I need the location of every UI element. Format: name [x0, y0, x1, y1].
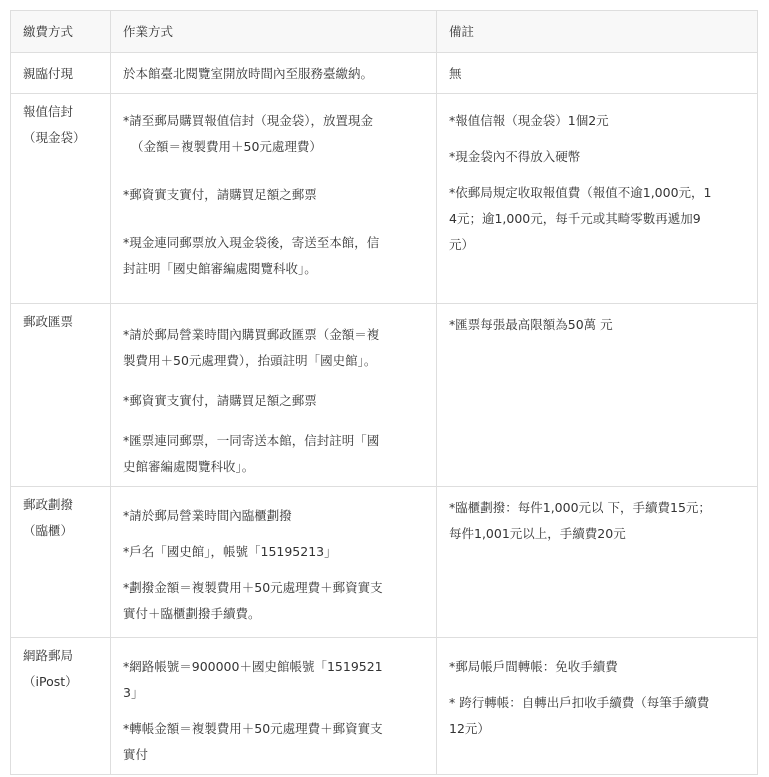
- operation-line: 史館審編處閱覽科收」。: [123, 459, 255, 474]
- method-text: （iPost）: [23, 674, 78, 689]
- table-row: [11, 94, 758, 304]
- operation-line: *現金連同郵票放入現金袋後，寄送至本館，信: [123, 235, 380, 250]
- cell-method: [11, 638, 111, 775]
- cell-method: [11, 304, 111, 487]
- note-line: 4元；逾1,000元，每千元或其畸零數再遞加9: [449, 211, 701, 226]
- method-text: （現金袋）: [23, 130, 86, 145]
- note-line: * 跨行轉帳：自轉出戶扣收手續費（每筆手續費: [449, 695, 710, 710]
- cell-method: [11, 53, 111, 94]
- cell-operation: [111, 53, 437, 94]
- operation-line: 製費用＋50元處理費），抬頭註明「國史館」。: [123, 353, 377, 368]
- cell-operation: [111, 304, 437, 487]
- operation-line: *請於郵局營業時間內購買郵政匯票（金額＝複: [123, 327, 380, 342]
- cell-method: [11, 487, 111, 638]
- cell-note: [437, 487, 758, 638]
- table-row: [11, 638, 758, 775]
- operation-line: 實付＋臨櫃劃撥手續費。: [123, 606, 261, 621]
- note-line: 每件1,001元以上，手續費20元: [449, 526, 626, 541]
- method-text: 郵政劃撥: [23, 497, 74, 512]
- note-line: 元）: [449, 237, 475, 252]
- operation-line: 封註明「國史館審編處閱覽科收」。: [123, 261, 317, 276]
- operation-line: *轉帳金額＝複製費用＋50元處理費＋郵資實支: [123, 721, 383, 736]
- cell-note: [437, 304, 758, 487]
- method-text: 網路郵局: [23, 648, 74, 663]
- operation-line: *戶名「國史館」，帳號「15195213」: [123, 544, 337, 559]
- cell-operation: [111, 94, 437, 304]
- method-text: 親臨付現: [23, 66, 74, 81]
- method-text: 報值信封: [23, 104, 74, 119]
- cell-note: [437, 638, 758, 775]
- operation-text: 於本館臺北閱覽室開放時間內至服務臺繳納。: [123, 66, 374, 81]
- operation-line: 實付: [123, 747, 149, 762]
- operation-line: *郵資實支實付，請購買足額之郵票: [123, 187, 317, 202]
- note-line: *郵局帳戶間轉帳：免收手續費: [449, 659, 618, 674]
- note-line: *報值信報（現金袋）1個2元: [449, 113, 609, 128]
- method-text: 郵政匯票: [23, 314, 74, 329]
- cell-operation: [111, 638, 437, 775]
- payment-methods-table: [10, 10, 758, 775]
- operation-line: （金額＝複製費用＋50元處理費）: [131, 139, 322, 154]
- note-line: 12元）: [449, 721, 490, 736]
- operation-line: *請於郵局營業時間內臨櫃劃撥: [123, 508, 292, 523]
- cell-note: [437, 53, 758, 94]
- table-header-row: [11, 11, 758, 53]
- note-line: *匯票每張最高限額為50萬 元: [449, 317, 613, 332]
- header-note: 備註: [437, 11, 758, 53]
- note-text: 無: [449, 66, 462, 81]
- header-operation: 作業方式: [111, 11, 437, 53]
- cell-method: [11, 94, 111, 304]
- header-payment-method: 繳費方式: [11, 11, 111, 53]
- table-row: [11, 53, 758, 94]
- cell-operation: [111, 487, 437, 638]
- operation-line: *匯票連同郵票，一同寄送本館，信封註明「國: [123, 433, 380, 448]
- operation-line: *郵資實支實付，請購買足額之郵票: [123, 393, 317, 408]
- operation-line: *請至郵局購買報值信封（現金袋），放置現金: [123, 113, 374, 128]
- table-row: [11, 487, 758, 638]
- cell-note: [437, 94, 758, 304]
- note-line: *現金袋內不得放入硬幣: [449, 149, 581, 164]
- method-text: （臨櫃）: [23, 523, 74, 538]
- table-row: [11, 304, 758, 487]
- note-line: *依郵局規定收取報值費（報值不逾1,000元，1: [449, 185, 712, 200]
- operation-line: *劃撥金額＝複製費用＋50元處理費＋郵資實支: [123, 580, 383, 595]
- note-line: *臨櫃劃撥：每件1,000元以 下，手續費15元；: [449, 500, 711, 515]
- operation-line: 3」: [123, 685, 144, 700]
- operation-line: *網路帳號＝900000＋國史館帳號「1519521: [123, 659, 383, 674]
